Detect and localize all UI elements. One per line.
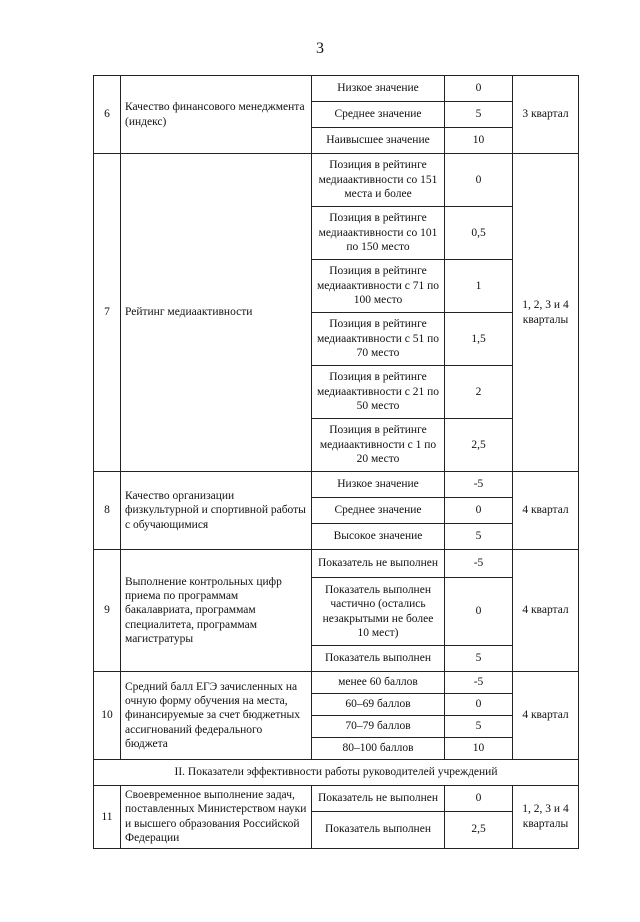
criterion-score: 2,5 [445, 419, 513, 472]
criterion-score: 0,5 [445, 207, 513, 260]
criterion-score: 0 [445, 786, 513, 812]
criterion-label: Низкое значение [312, 472, 445, 498]
criterion-score: 5 [445, 102, 513, 128]
criterion-label: Показатель не выполнен [312, 786, 445, 812]
criterion-label: менее 60 баллов [312, 672, 445, 694]
section-title: II. Показатели эффективности работы руководителей учреждений [94, 760, 579, 786]
criterion-label: Позиция в рейтинге медиаактивности с 71 по 100 место [312, 260, 445, 313]
criterion-score: 0 [445, 154, 513, 207]
row-number: 9 [94, 550, 121, 672]
criterion-score: 1 [445, 260, 513, 313]
criterion-score: 5 [445, 646, 513, 672]
indicator-name: Выполнение контрольных цифр приема по программам бакалавриата, программам специалитета, программам магистратуры [121, 550, 312, 672]
row-number: 10 [94, 672, 121, 760]
table-row [94, 786, 579, 812]
row-number: 8 [94, 472, 121, 550]
table-row [94, 76, 579, 102]
period: 4 квартал [513, 672, 579, 760]
criterion-label: Позиция в рейтинге медиаактивности со 151 места и более [312, 154, 445, 207]
indicator-name: Рейтинг медиаактивности [121, 154, 312, 472]
criterion-score: -5 [445, 472, 513, 498]
criterion-score: 5 [445, 716, 513, 738]
criterion-score: 2,5 [445, 811, 513, 848]
period: 4 квартал [513, 550, 579, 672]
criterion-score: 10 [445, 738, 513, 760]
criterion-label: Показатель выполнен частично (остались незакрытыми не более 10 мест) [312, 578, 445, 646]
criterion-score: 0 [445, 76, 513, 102]
criterion-label: Показатель выполнен [312, 646, 445, 672]
row-number: 11 [94, 786, 121, 849]
criterion-label: Низкое значение [312, 76, 445, 102]
period: 1, 2, 3 и 4 кварталы [513, 154, 579, 472]
table-row [94, 472, 579, 498]
table-row [94, 550, 579, 578]
criterion-score: 2 [445, 366, 513, 419]
criterion-label: Среднее значение [312, 102, 445, 128]
criterion-label: Среднее значение [312, 498, 445, 524]
criterion-label: Позиция в рейтинге медиаактивности с 51 по 70 место [312, 313, 445, 366]
criterion-score: 0 [445, 498, 513, 524]
row-number: 7 [94, 154, 121, 472]
criterion-label: 70–79 баллов [312, 716, 445, 738]
indicators-table [93, 75, 579, 849]
criterion-score: 5 [445, 524, 513, 550]
criterion-label: Позиция в рейтинге медиаактивности с 21 по 50 место [312, 366, 445, 419]
criterion-label: 60–69 баллов [312, 694, 445, 716]
table-row [94, 672, 579, 694]
criterion-label: Высокое значение [312, 524, 445, 550]
page-number: 3 [316, 40, 324, 57]
table-row [94, 154, 579, 207]
criterion-score: 1,5 [445, 313, 513, 366]
criterion-score: 0 [445, 694, 513, 716]
period: 1, 2, 3 и 4 кварталы [513, 786, 579, 849]
criterion-label: Показатель выполнен [312, 811, 445, 848]
criterion-label: Наивысшее значение [312, 128, 445, 154]
period: 3 квартал [513, 76, 579, 154]
criterion-score: 0 [445, 578, 513, 646]
criterion-score: 10 [445, 128, 513, 154]
criterion-label: Позиция в рейтинге медиаактивности с 1 по 20 место [312, 419, 445, 472]
table-row [94, 760, 579, 786]
criterion-label: Показатель не выполнен [312, 550, 445, 578]
indicator-name: Качество организации физкультурной и спортивной работы с обучающимися [121, 472, 312, 550]
indicator-name: Качество финансового менеджмента (индекс) [121, 76, 312, 154]
period: 4 квартал [513, 472, 579, 550]
row-number: 6 [94, 76, 121, 154]
criterion-label: Позиция в рейтинге медиаактивности со 101 по 150 место [312, 207, 445, 260]
criterion-score: -5 [445, 550, 513, 578]
indicator-name: Своевременное выполнение задач, поставленных Министерством науки и высшего образования Российской Федерации [121, 786, 312, 849]
criterion-label: 80–100 баллов [312, 738, 445, 760]
criterion-score: -5 [445, 672, 513, 694]
indicator-name: Средний балл ЕГЭ зачисленных на очную форму обучения на места, финансируемые за счет бюджетных ассигнований федерального бюджета [121, 672, 312, 760]
